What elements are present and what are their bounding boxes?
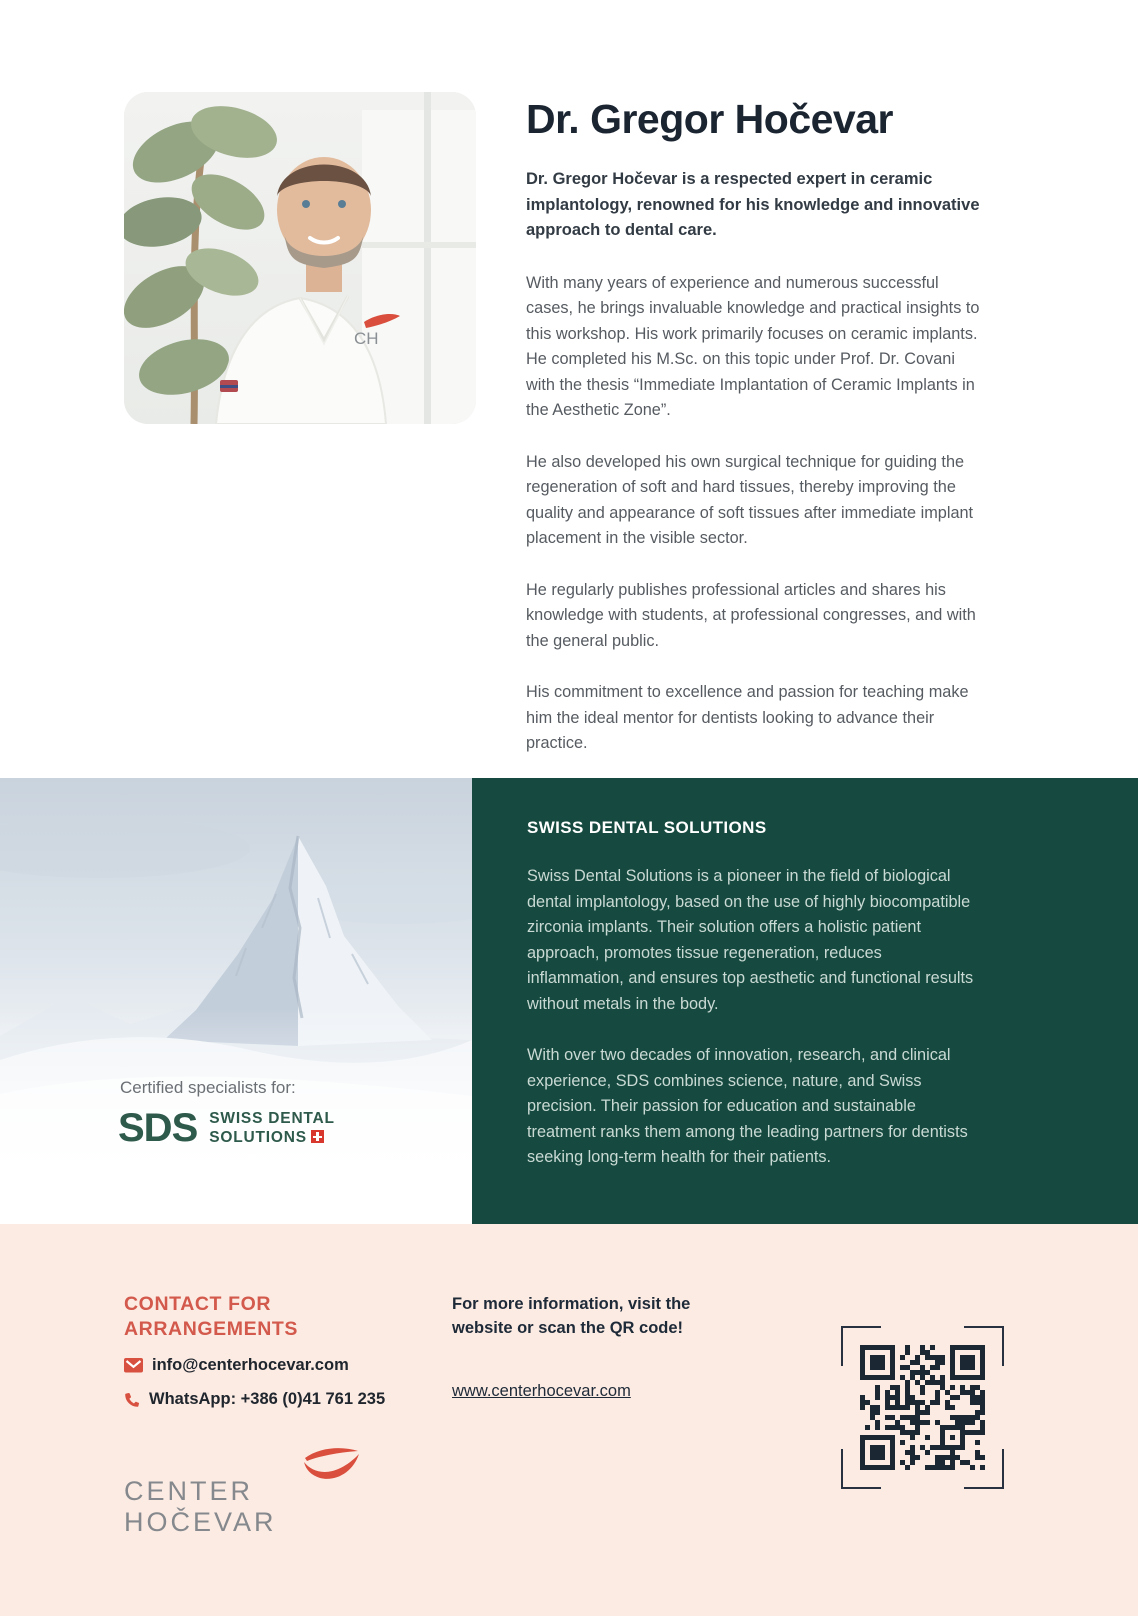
sds-wordmark-line2: SOLUTIONS <box>209 1129 307 1146</box>
sds-paragraph: With over two decades of innovation, research, and clinical experience, SDS combines science, nature, and Swiss precision. Their passion for education and sustainable treatment ranks them among the leading partners for dentists seeking long-term health for their patients. <box>527 1046 968 1166</box>
phone-icon <box>124 1392 140 1408</box>
sds-wordmark <box>209 1109 335 1147</box>
whatsapp-link[interactable] <box>124 1390 385 1409</box>
info-text: For more information, visit the website or scan the QR code! <box>452 1295 691 1337</box>
matterhorn-image <box>0 778 472 1224</box>
sds-logo <box>118 1108 335 1148</box>
brand-wordmark: CENTER HOČEVAR <box>124 1476 277 1537</box>
contact-heading: CONTACT FOR ARRANGEMENTS <box>124 1293 299 1340</box>
sds-paragraph: Swiss Dental Solutions is a pioneer in the field of biological dental implantology, based on the use of highly biocompatible zirconia implants. Their solution offers a holistic patient approach, promotes tissue regeneration, reduces inflammation, and ensures top aesthetic and functional results without metals in the body. <box>527 867 974 1013</box>
sds-panel <box>472 778 1138 1224</box>
profile-paragraph: He also developed his own surgical technique for guiding the regeneration of soft and hard tissues, thereby improving the quality and appearance of soft tissues after immediate implant placement in the visible sector. <box>526 452 974 547</box>
qr-modules <box>860 1345 985 1470</box>
center-hocevar-logo <box>124 1476 424 1538</box>
partner-section <box>0 778 1138 1224</box>
email-text: info@centerhocevar.com <box>152 1356 349 1374</box>
certified-label: Certified specialists for: <box>120 1078 296 1097</box>
qr-code <box>841 1326 1004 1489</box>
website-link[interactable]: www.centerhocevar.com <box>452 1382 631 1400</box>
whatsapp-text: WhatsApp: +386 (0)41 761 235 <box>149 1390 386 1408</box>
doctor-photo <box>124 92 476 424</box>
footer-section <box>0 1224 1138 1616</box>
info-column <box>452 1292 720 1401</box>
smile-logo-icon <box>300 1444 362 1482</box>
profile-paragraph: His commitment to excellence and passion for teaching make him the ideal mentor for dentists looking to advance their practice. <box>526 683 969 752</box>
profile-column <box>526 96 986 783</box>
sds-heading: SWISS DENTAL SOLUTIONS <box>527 818 767 837</box>
doctor-portrait-illustration <box>124 92 476 424</box>
page-title: Dr. Gregor Hočevar <box>526 96 893 142</box>
profile-intro: Dr. Gregor Hočevar is a respected expert in ceramic implantology, renowned for his knowledge and innovative approach to dental care. <box>526 170 980 239</box>
envelope-icon <box>124 1358 143 1373</box>
profile-paragraph: With many years of experience and numerous successful cases, he brings invaluable knowledge and practical insights to this workshop. His work primarily focuses on ceramic implants. He completed his M.Sc. on this topic under Prof. Dr. Covani with the thesis “Immediate Implantation of Ceramic Implants in the Aesthetic Zone”. <box>526 273 980 419</box>
swiss-cross-icon <box>311 1130 324 1143</box>
scrub-badge-text: CH <box>354 329 379 348</box>
hero-section <box>0 0 1138 778</box>
email-link[interactable] <box>124 1356 349 1375</box>
profile-paragraph: He regularly publishes professional articles and shares his knowledge with students, at professional congresses, and with the general public. <box>526 580 976 650</box>
sds-abbr: SDS <box>118 1106 198 1150</box>
sds-wordmark-line1: SWISS DENTAL <box>209 1110 335 1127</box>
mountain-panel <box>0 778 472 1224</box>
